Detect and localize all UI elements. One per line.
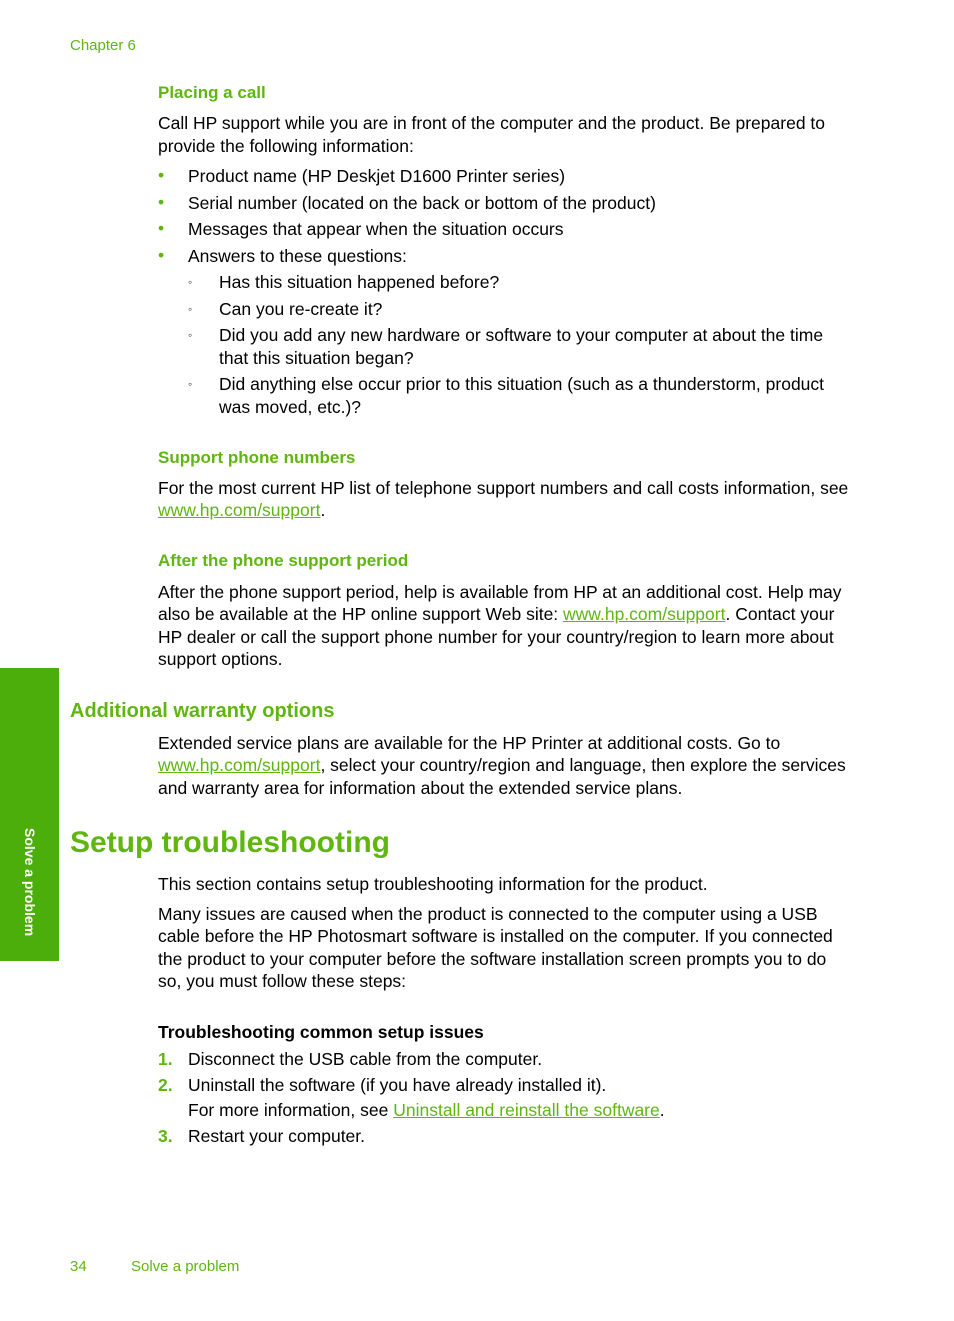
- step-text: Restart your computer.: [188, 1126, 366, 1146]
- list-item: Answers to these questions:: [188, 246, 407, 266]
- setup-heading: Setup troubleshooting: [70, 826, 390, 859]
- step-2-more-info: [188, 1099, 665, 1122]
- support-link[interactable]: www.hp.com/support: [158, 500, 321, 520]
- warranty-line-1: Extended service plans are available for the HP Printer at additional costs. Go to: [158, 733, 781, 753]
- support-link-period: .: [320, 500, 326, 520]
- sub-bullet-marker: ◦: [188, 275, 193, 289]
- setup-para-2-line-3: the product to your computer before the software installation screen prompts you to do: [158, 949, 827, 969]
- support-numbers-line-2: [158, 499, 325, 522]
- list-item: Serial number (located on the back or bottom of the product): [188, 193, 656, 213]
- warranty-line-2-post: , select your country/region and language, then explore the services: [320, 755, 846, 775]
- side-tab-label: Solve a problem: [22, 828, 38, 937]
- after-period-line-2-post: . Contact your: [725, 604, 835, 624]
- support-numbers-heading: Support phone numbers: [158, 448, 356, 467]
- after-period-line-3: HP dealer or call the support phone number for your country/region to learn more about: [158, 627, 834, 647]
- sub-list-item-cont: was moved, etc.)?: [219, 397, 361, 417]
- placing-call-intro-1: Call HP support while you are in front of the computer and the product. Be prepared to: [158, 113, 826, 133]
- setup-para-2-line-1: Many issues are caused when the product is connected to the computer using a USB: [158, 904, 818, 924]
- bullet-marker: •: [158, 245, 165, 265]
- sub-bullet-marker: ◦: [188, 328, 193, 342]
- after-period-line-1: After the phone support period, help is available from HP at an additional cost. Help may: [158, 582, 842, 602]
- footer-title: Solve a problem: [131, 1258, 240, 1275]
- after-period-heading: After the phone support period: [158, 551, 409, 570]
- warranty-line-3: and warranty area for information about the extended service plans.: [158, 778, 683, 798]
- bullet-marker: •: [158, 218, 165, 238]
- sub-bullet-marker: ◦: [188, 302, 193, 316]
- sub-list-item: Did anything else occur prior to this situation (such as a thunderstorm, product: [219, 374, 825, 394]
- list-item: Messages that appear when the situation occurs: [188, 219, 564, 239]
- step-text: Uninstall the software (if you have already installed it).: [188, 1075, 607, 1095]
- after-period-line-2: [158, 603, 834, 626]
- sub-list-item: Has this situation happened before?: [219, 272, 500, 292]
- step-text: Disconnect the USB cable from the computer.: [188, 1049, 543, 1069]
- sub-list-item: Did you add any new hardware or software to your computer at about the time: [219, 325, 824, 345]
- chapter-label: Chapter 6: [70, 37, 136, 54]
- support-numbers-text: For the most current HP list of telephone support numbers and call costs information, see: [158, 478, 849, 498]
- list-item: Product name (HP Deskjet D1600 Printer series): [188, 166, 566, 186]
- step-number: 1.: [158, 1049, 173, 1069]
- placing-call-intro-2: provide the following information:: [158, 136, 414, 156]
- after-period-line-2-pre: also be available at the HP online support Web site:: [158, 604, 564, 624]
- step-number: 2.: [158, 1075, 173, 1095]
- after-period-link[interactable]: www.hp.com/support: [563, 604, 726, 624]
- sub-list-item: Can you re-create it?: [219, 299, 383, 319]
- sub-bullet-marker: ◦: [188, 377, 193, 391]
- step-2-more-post: .: [659, 1100, 665, 1120]
- step-2-more-pre: For more information, see: [188, 1100, 394, 1120]
- step-number: 3.: [158, 1126, 173, 1146]
- bullet-marker: •: [158, 192, 165, 212]
- page-number: 34: [70, 1258, 87, 1275]
- bullet-marker: •: [158, 165, 165, 185]
- placing-call-heading: Placing a call: [158, 83, 266, 102]
- setup-para-1: This section contains setup troubleshooting information for the product.: [158, 874, 708, 894]
- after-period-line-4: support options.: [158, 649, 283, 669]
- warranty-link[interactable]: www.hp.com/support: [158, 755, 321, 775]
- warranty-heading: Additional warranty options: [70, 700, 335, 722]
- uninstall-reinstall-link[interactable]: Uninstall and reinstall the software: [393, 1100, 660, 1120]
- setup-para-2-line-4: so, you must follow these steps:: [158, 971, 407, 991]
- setup-para-2-line-2: cable before the HP Photosmart software is installed on the computer. If you connected: [158, 926, 833, 946]
- warranty-line-2: [158, 754, 846, 777]
- setup-subheading: Troubleshooting common setup issues: [158, 1022, 484, 1042]
- sub-list-item-cont: that this situation began?: [219, 348, 414, 368]
